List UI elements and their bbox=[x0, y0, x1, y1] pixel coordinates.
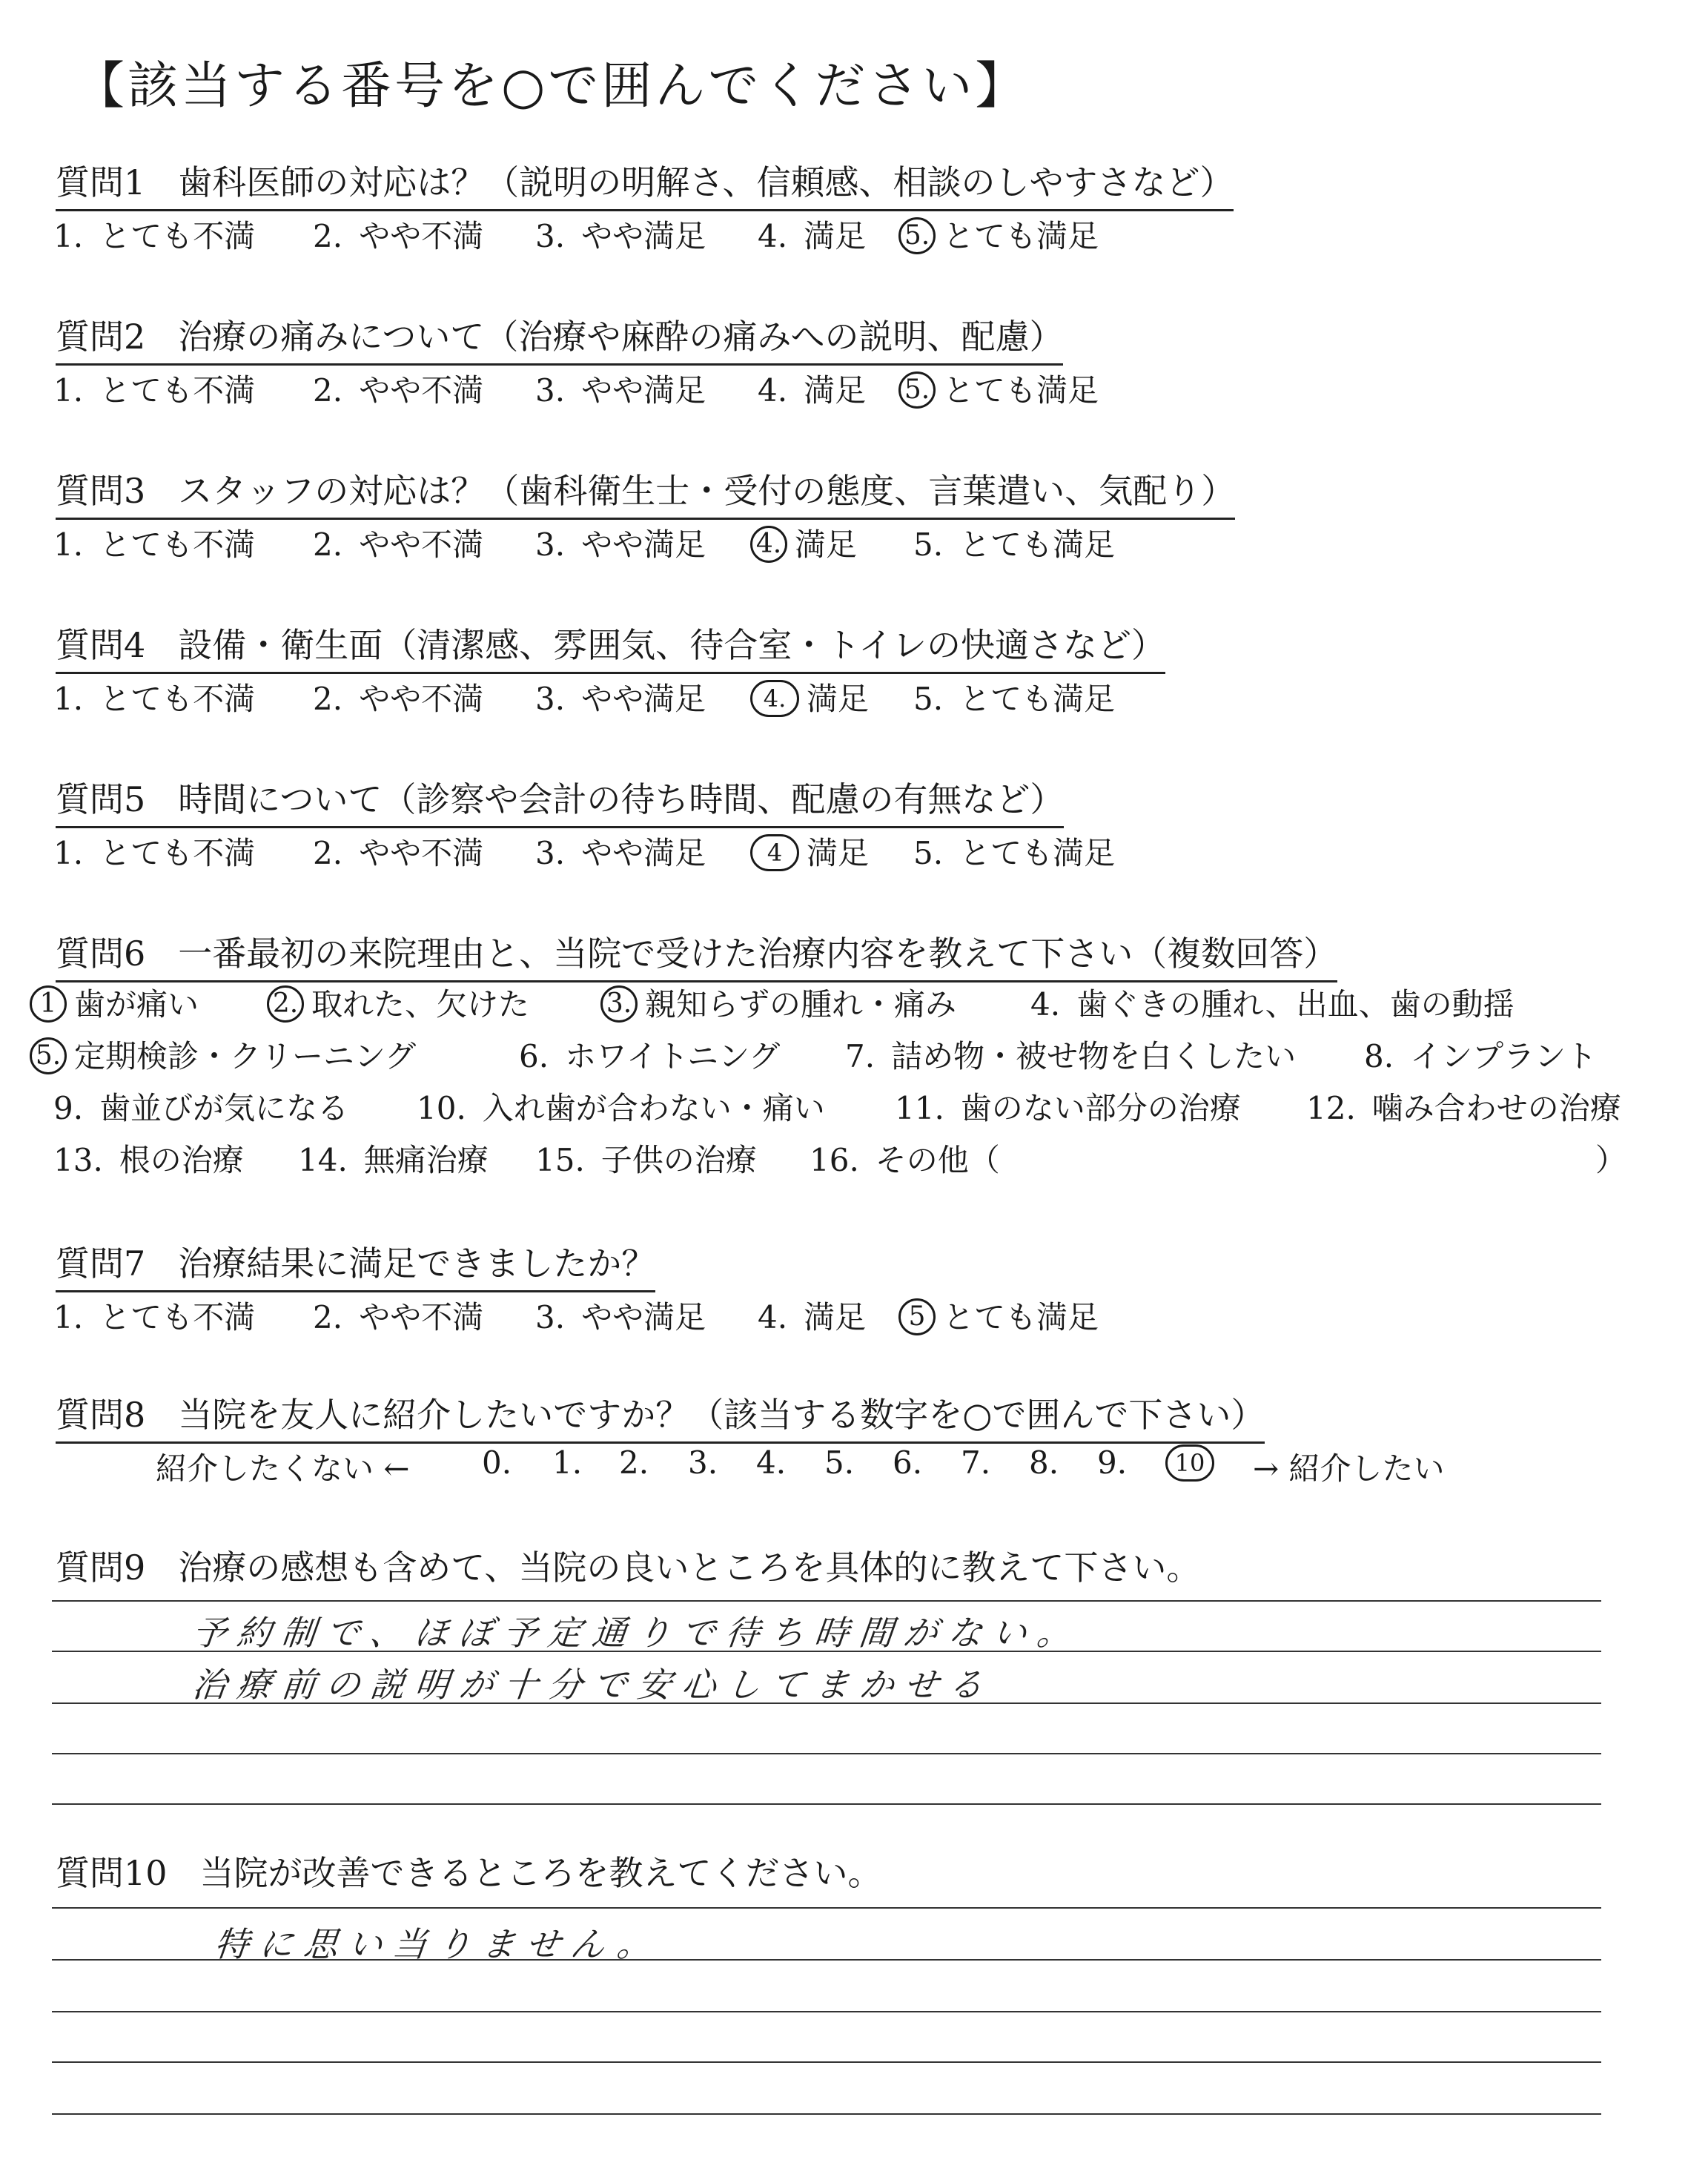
handwritten-answer-q9-line-1[interactable]: 予約制で、ほぼ予定通りで待ち時間がない。 bbox=[190, 1613, 1084, 1653]
question-4-heading bbox=[56, 618, 1165, 674]
question-text: 時間について（診察や会計の待ち時間、配慮の有無など） bbox=[178, 779, 1065, 819]
option-5-selected[interactable]: 5 とても満足 bbox=[898, 1293, 1099, 1338]
option-1[interactable]: 1. とても不満 bbox=[53, 372, 256, 409]
question-number: 質問7 bbox=[56, 1244, 146, 1284]
question-9-heading bbox=[56, 1541, 1200, 1594]
question-10-heading bbox=[56, 1846, 882, 1900]
question-text: 治療の感想も含めて、当院の良いところを具体的に教えて下さい。 bbox=[178, 1548, 1201, 1588]
question-number: 質問3 bbox=[56, 471, 146, 511]
selection-circle: 10 bbox=[1165, 1444, 1214, 1482]
scale-option-5[interactable]: 5. bbox=[824, 1444, 855, 1481]
reason-option-13[interactable]: 13. 根の治療 bbox=[53, 1142, 244, 1178]
question-number: 質問6 bbox=[56, 934, 146, 974]
reason-option-2-selected[interactable]: 2. 取れた、欠けた bbox=[267, 980, 529, 1025]
question-6-heading bbox=[56, 927, 1337, 982]
reason-option-16[interactable]: 16. その他（ bbox=[810, 1142, 1000, 1178]
reason-option-12[interactable]: 12. 噛み合わせの治療 bbox=[1306, 1090, 1621, 1126]
reason-option-11[interactable]: 11. 歯のない部分の治療 bbox=[895, 1090, 1241, 1126]
reason-option-10[interactable]: 10. 入れ歯が合わない・痛い bbox=[417, 1090, 825, 1126]
option-4-selected[interactable]: 4 満足 bbox=[750, 829, 869, 874]
reason-option-5-selected[interactable]: 5. 定期検診・クリーニング bbox=[30, 1032, 416, 1077]
option-5[interactable]: 5. とても満足 bbox=[913, 835, 1116, 871]
scale-option-7[interactable]: 7. bbox=[961, 1444, 991, 1481]
option-4[interactable]: 4. 満足 bbox=[758, 1299, 867, 1335]
question-2-heading bbox=[56, 310, 1063, 366]
answer-line bbox=[52, 2061, 1601, 2063]
option-2[interactable]: 2. やや不満 bbox=[313, 372, 484, 409]
option-5-selected[interactable]: 5. とても満足 bbox=[898, 212, 1099, 257]
other-close-paren: ） bbox=[1595, 1142, 1627, 1178]
question-number: 質問4 bbox=[56, 625, 146, 665]
selection-circle: 4 bbox=[750, 834, 799, 871]
scale-option-6[interactable]: 6. bbox=[893, 1444, 923, 1481]
question-8-heading bbox=[56, 1388, 1265, 1444]
page-title: 【該当する番号を○で囲んでください】 bbox=[74, 57, 1029, 116]
selection-circle: 2. bbox=[267, 985, 304, 1023]
selection-circle: 4. bbox=[750, 526, 787, 563]
option-3[interactable]: 3. やや満足 bbox=[535, 218, 706, 254]
option-1[interactable]: 1. とても不満 bbox=[53, 1299, 256, 1335]
scale-option-2[interactable]: 2. bbox=[619, 1444, 649, 1481]
scale-option-4[interactable]: 4. bbox=[756, 1444, 787, 1481]
selection-circle: 5. bbox=[898, 371, 936, 409]
question-3-heading bbox=[56, 464, 1235, 520]
option-5[interactable]: 5. とても満足 bbox=[913, 681, 1116, 717]
selection-circle: 5. bbox=[30, 1037, 67, 1074]
scale-option-3[interactable]: 3. bbox=[688, 1444, 718, 1481]
option-4-selected[interactable]: 4. 満足 bbox=[750, 521, 857, 566]
option-5-selected[interactable]: 5. とても満足 bbox=[898, 366, 1099, 412]
question-5-heading bbox=[56, 773, 1064, 828]
selection-circle: 4. bbox=[750, 680, 799, 717]
option-1[interactable]: 1. とても不満 bbox=[53, 526, 256, 563]
answer-line bbox=[52, 2011, 1601, 2012]
option-4-selected[interactable]: 4. 満足 bbox=[750, 675, 869, 720]
question-number: 質問8 bbox=[56, 1395, 146, 1435]
option-3[interactable]: 3. やや満足 bbox=[535, 372, 706, 409]
selection-circle: 5. bbox=[898, 217, 936, 254]
question-text: 当院を友人に紹介したいですか？（該当する数字を○で囲んで下さい） bbox=[178, 1395, 1265, 1435]
handwritten-answer-q9-line-2[interactable]: 治療前の説明が十分で安心してまかせる bbox=[190, 1665, 996, 1705]
question-text: 治療結果に満足できましたか？ bbox=[178, 1244, 656, 1284]
option-4[interactable]: 4. 満足 bbox=[758, 218, 867, 254]
option-3[interactable]: 3. やや満足 bbox=[535, 681, 706, 717]
question-1-heading bbox=[56, 156, 1234, 211]
question-text: 設備・衛生面（清潔感、雰囲気、待合室・トイレの快適さなど） bbox=[178, 625, 1165, 665]
option-2[interactable]: 2. やや不満 bbox=[313, 526, 484, 563]
selection-circle: 5 bbox=[898, 1298, 936, 1335]
option-2[interactable]: 2. やや不満 bbox=[313, 835, 484, 871]
reason-option-4[interactable]: 4. 歯ぐきの腫れ、出血、歯の動揺 bbox=[1030, 986, 1515, 1023]
answer-line bbox=[52, 2113, 1601, 2115]
scale-option-9[interactable]: 9. bbox=[1097, 1444, 1128, 1481]
scale-option-1[interactable]: 1. bbox=[552, 1444, 583, 1481]
answer-line bbox=[52, 1803, 1601, 1805]
option-2[interactable]: 2. やや不満 bbox=[313, 1299, 484, 1335]
option-3[interactable]: 3. やや満足 bbox=[535, 835, 706, 871]
question-number: 質問5 bbox=[56, 779, 146, 819]
selection-circle: 1 bbox=[30, 985, 67, 1023]
question-text: 当院が改善できるところを教えてください。 bbox=[199, 1853, 882, 1893]
reason-option-1-selected[interactable]: 1 歯が痛い bbox=[30, 980, 199, 1025]
option-5[interactable]: 5. とても満足 bbox=[913, 526, 1116, 563]
reason-option-8[interactable]: 8. インプラント bbox=[1364, 1038, 1598, 1074]
question-7-heading bbox=[56, 1237, 655, 1292]
question-text: 治療の痛みについて（治療や麻酔の痛みへの説明、配慮） bbox=[178, 317, 1064, 357]
question-number: 質問1 bbox=[56, 162, 146, 202]
handwritten-answer-q10-line-1[interactable]: 特に思い当りません。 bbox=[212, 1924, 664, 1964]
scale-right-label: → 紹介したい bbox=[1253, 1450, 1445, 1487]
question-text: 歯科医師の対応は？（説明の明解さ、信頼感、相談のしやすさなど） bbox=[178, 162, 1234, 202]
scale-left-label: 紹介したくない ← bbox=[156, 1450, 410, 1487]
reason-option-15[interactable]: 15. 子供の治療 bbox=[535, 1142, 757, 1178]
option-1[interactable]: 1. とても不満 bbox=[53, 218, 256, 254]
question-number: 質問2 bbox=[56, 317, 146, 357]
reason-option-14[interactable]: 14. 無痛治療 bbox=[298, 1142, 489, 1178]
option-4[interactable]: 4. 満足 bbox=[758, 372, 867, 409]
question-text: スタッフの対応は？（歯科衛生士・受付の態度、言葉遣い、気配り） bbox=[178, 471, 1236, 511]
answer-line bbox=[52, 1907, 1601, 1909]
selection-circle: 3. bbox=[600, 985, 638, 1023]
option-2[interactable]: 2. やや不満 bbox=[313, 218, 484, 254]
question-text: 一番最初の来院理由と、当院で受けた治療内容を教えて下さい（複数回答） bbox=[178, 934, 1338, 974]
option-3[interactable]: 3. やや満足 bbox=[535, 526, 706, 563]
reason-option-9[interactable]: 9. 歯並びが気になる bbox=[53, 1090, 349, 1126]
scale-option-8[interactable]: 8. bbox=[1029, 1444, 1059, 1481]
option-2[interactable]: 2. やや不満 bbox=[313, 681, 484, 717]
reason-option-6[interactable]: 6. ホワイトニング bbox=[519, 1038, 781, 1074]
question-number: 質問9 bbox=[56, 1548, 146, 1588]
reason-option-7[interactable]: 7. 詰め物・被せ物を白くしたい bbox=[845, 1038, 1297, 1074]
answer-line bbox=[52, 1753, 1601, 1754]
answer-line bbox=[52, 1600, 1601, 1602]
reason-option-3-selected[interactable]: 3. 親知らずの腫れ・痛み bbox=[600, 980, 956, 1025]
option-3[interactable]: 3. やや満足 bbox=[535, 1299, 706, 1335]
scale-option-0[interactable]: 0. bbox=[482, 1444, 512, 1481]
option-1[interactable]: 1. とても不満 bbox=[53, 835, 256, 871]
question-number: 質問10 bbox=[56, 1853, 168, 1893]
option-1[interactable]: 1. とても不満 bbox=[53, 681, 256, 717]
